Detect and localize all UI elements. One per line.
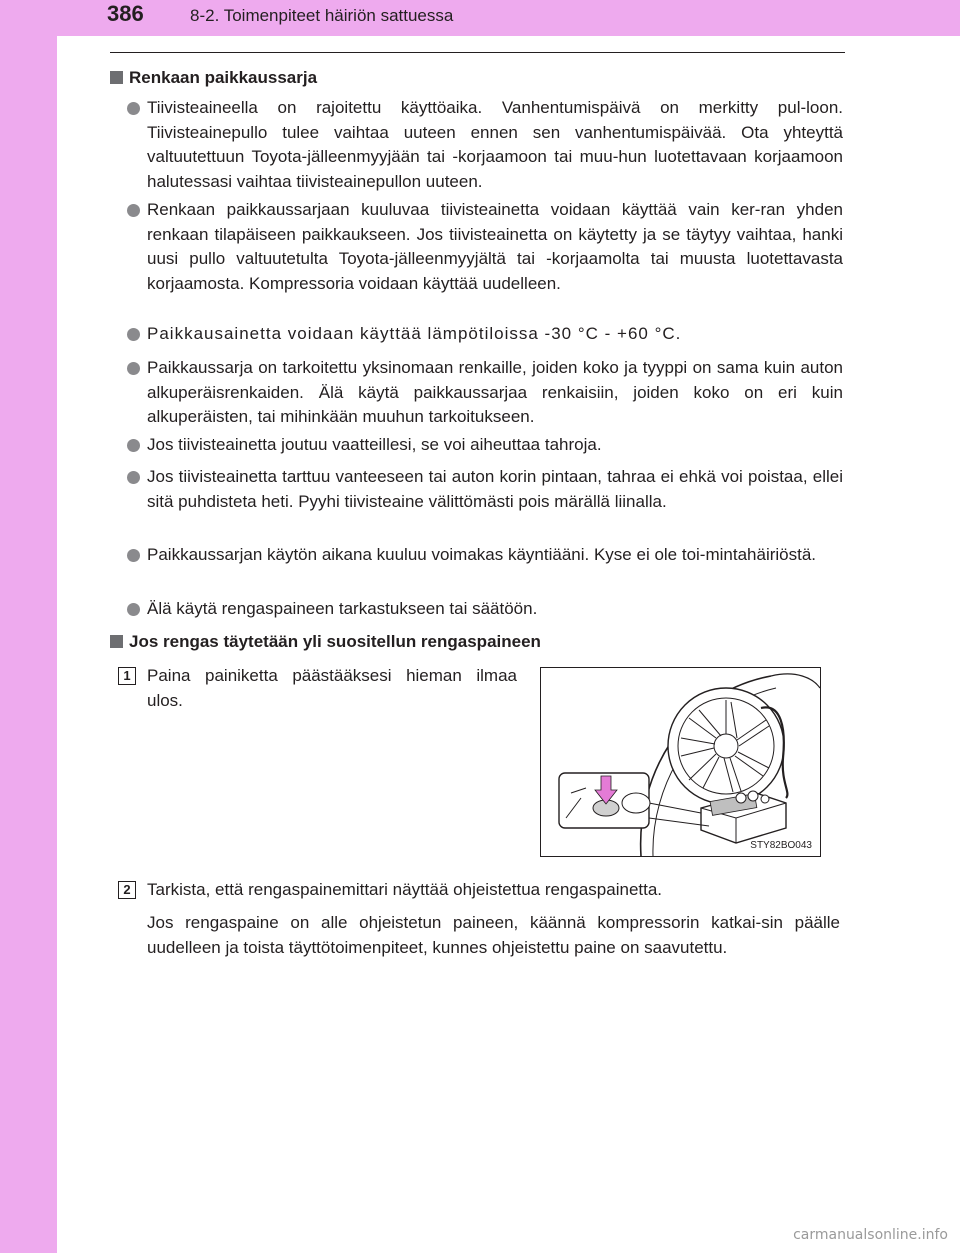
figure-code: STY82BO043 — [750, 840, 812, 851]
bullet-text: Tiivisteaineella on rajoitettu käyttöaika. Vanhentumispäivä on merkitty pul-loon. Tiivisteainepullo tulee vaihtaa uuteen ennen sen vanhentumispäivää. Ota yhteyttä valtuutettuun Toyota-jälleenmyyjään tai -korjaamoon tai muu-hun luotettavaan korjaamoon halutessasi vaihtaa tiivisteainepullon uuteen. — [147, 98, 843, 191]
section-title-overinflation — [110, 632, 541, 652]
section-title-repair-kit — [110, 68, 317, 88]
illustration-compressor-release — [540, 667, 821, 857]
bullet-icon — [127, 362, 140, 375]
bullet-icon — [127, 549, 140, 562]
step-1-text: Paina painiketta päästääksesi hieman ilmaa ulos. — [147, 666, 517, 710]
list-item — [127, 322, 843, 347]
section-title-text: Renkaan paikkaussarja — [129, 68, 318, 87]
bullet-text: Paikkaussarjan käytön aikana kuuluu voimakas käyntiääni. Kyse ei ole toi-mintahäiriöstä. — [147, 545, 817, 564]
bullet-icon — [127, 471, 140, 484]
section-title-text: Jos rengas täytetään yli suositellun rengaspaineen — [129, 632, 541, 651]
bullet-icon — [127, 102, 140, 115]
bullet-icon — [127, 439, 140, 452]
chapter-title: 8-2. Toimenpiteet häiriön sattuessa — [190, 6, 454, 25]
margin-band — [0, 0, 57, 1253]
bullet-text: Renkaan paikkaussarjaan kuuluvaa tiivisteainetta voidaan käyttää vain ker-ran yhden renkaan tilapäiseen paikkaukseen. Jos tiivisteainetta on käytetty ja se täytyy vaihtaa, hanki uusi pullo valtuutetulta Toyota-jälleenmyyjältä tai -korjaamolta tai muusta luotettavasta korjaamosta. Kompressoria voidaan käyttää uudelleen. — [147, 200, 843, 293]
list-item — [127, 465, 843, 514]
bullet-icon — [127, 603, 140, 616]
list-item — [127, 356, 843, 430]
compressor-illustration-icon — [541, 668, 820, 856]
header-band — [0, 0, 960, 36]
step-2-text: Tarkista, että rengaspainemittari näyttää ohjeistettua rengaspainetta. — [147, 880, 663, 899]
bullet-text: Jos tiivisteainetta joutuu vaatteillesi, se voi aiheuttaa tahroja. — [147, 435, 602, 454]
bullet-text: Paikkausainetta voidaan käyttää lämpötiloissa -30 °C - +60 °C. — [147, 324, 682, 343]
page-number: 386 — [107, 1, 144, 26]
bullet-text: Älä käytä rengaspaineen tarkastukseen tai säätöön. — [147, 599, 538, 618]
list-item — [127, 198, 843, 296]
step-number-2: 2 — [118, 881, 136, 899]
list-item — [127, 597, 843, 622]
bullet-icon — [127, 328, 140, 341]
list-item — [127, 433, 843, 458]
bullet-text: Paikkaussarja on tarkoitettu yksinomaan renkaille, joiden koko ja tyyppi on sama kuin auton alkuperäisrenkaiden. Älä käytä paikkaussarjaa renkaisiin, joiden koko on eri kuin alkuperäisten, tai mihinkään muuhun tarkoitukseen. — [147, 358, 843, 427]
bullet-text: Jos tiivisteainetta tarttuu vanteeseen tai auton korin pintaan, tahraa ei ehkä voi poistaa, ellei sitä puhdisteta heti. Pyyhi tiivisteaine välittömästi pois märällä liinalla. — [147, 467, 843, 511]
section-square-icon — [110, 635, 123, 648]
step-number-1: 1 — [118, 667, 136, 685]
watermark: carmanualsonline.info — [793, 1227, 948, 1243]
list-item — [127, 96, 843, 194]
header-rule — [110, 52, 845, 53]
bullet-icon — [127, 204, 140, 217]
list-item — [127, 543, 843, 568]
step-2-note: Jos rengaspaine on alle ohjeistetun paineen, käännä kompressorin katkai-sin päälle uudelleen ja toista täyttötoimenpiteet, kunnes ohjeistettu paine on saavutettu. — [147, 913, 840, 957]
section-square-icon — [110, 71, 123, 84]
